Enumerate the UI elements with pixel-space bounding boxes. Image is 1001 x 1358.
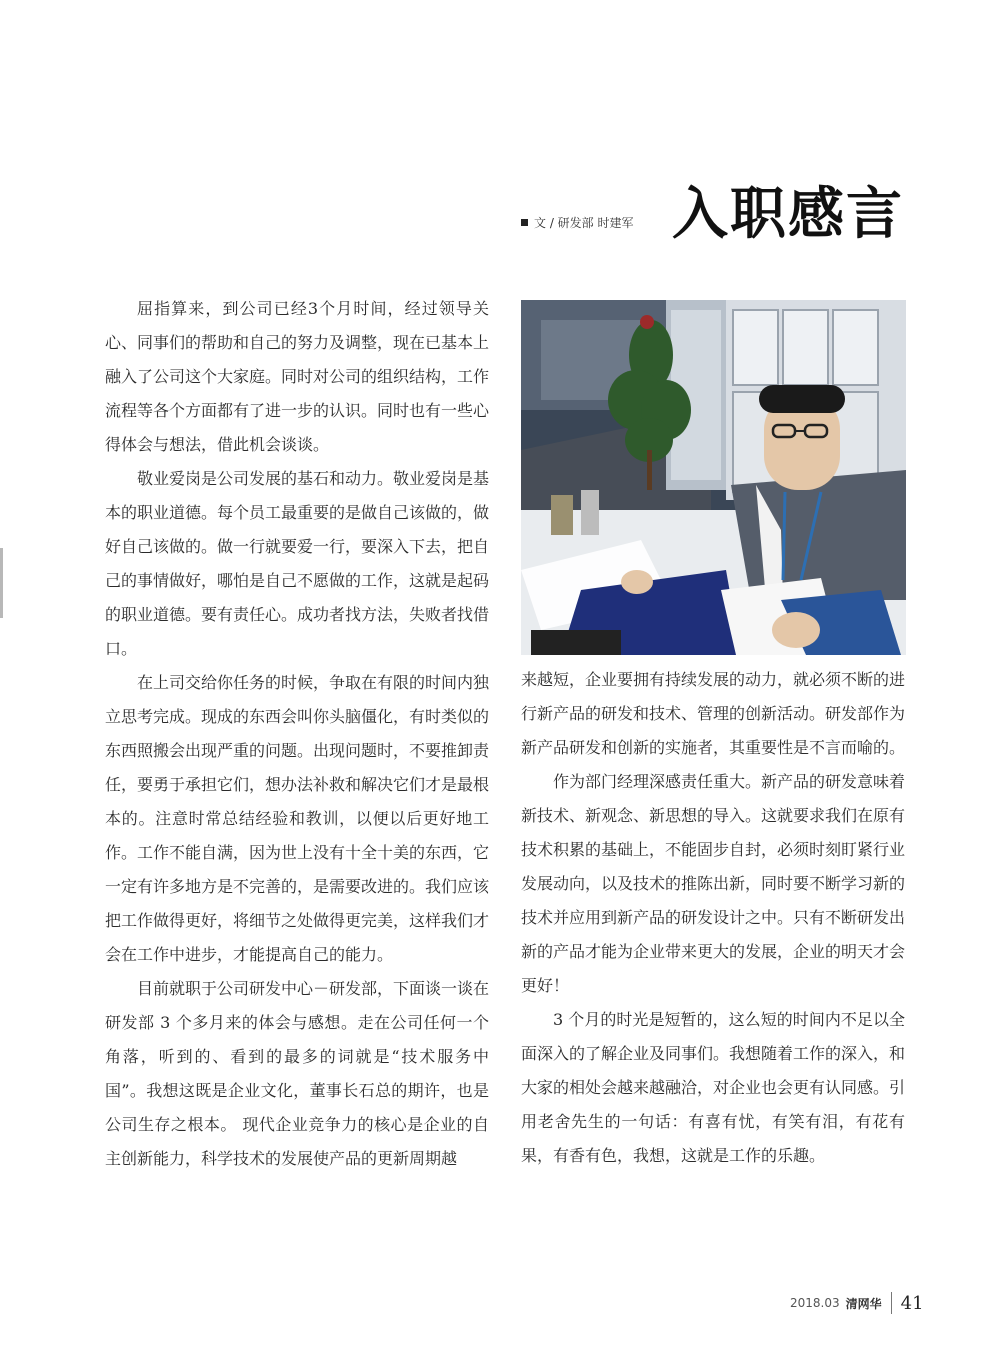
author-photo — [521, 300, 906, 655]
byline-text: 文 / 研发部 时建军 — [534, 216, 634, 230]
page-number: 41 — [900, 1292, 924, 1314]
paragraph-continuation: 来越短，企业要拥有持续发展的动力，就必须不断的进行新产品的研发和技术、管理的创新活动。研发部作为新产品研发和创新的实施者，其重要性是不言而喻的。 — [521, 670, 906, 757]
page-footer — [790, 1292, 924, 1314]
paragraph: 屈指算来，到公司已经3个月时间，经过领导关心、同事们的帮助和自己的努力及调整，现在已基本上融入了公司这个大家庭。同时对公司的组织结构，工作流程等各个方面都有了进一步的认识。同时也有一些心得体会与想法，借此机会谈谈。 — [105, 299, 490, 454]
magazine-name: 清网华 — [845, 1296, 882, 1311]
article-left-column — [105, 292, 489, 1176]
square-bullet-icon — [521, 219, 528, 226]
page-edge-mark — [0, 548, 3, 618]
article-right-column — [521, 663, 905, 1173]
paragraph: 作为部门经理深感责任重大。新产品的研发意味着新技术、新观念、新思想的导入。这就要求我们在原有技术积累的基础上，不能固步自封，必须时刻盯紧行业发展动向，以及技术的推陈出新，同时要不断学习新的技术并应用到新产品的研发设计之中。只有不断研发出新的产品才能为企业带来更大的发展，企业的明天才会更好！ — [521, 772, 906, 995]
footer-divider — [891, 1292, 892, 1314]
paragraph: 目前就职于公司研发中心－研发部，下面谈一谈在研发部 3 个多月来的体会与感想。走在公司任何一个角落，听到的、看到的最多的词就是“技术服务中国”。我想这既是企业文化，董事长石总的期许，也是公司生存之根本。 现代企业竞争力的核心是企业的自主创新能力，科学技术的发展使产品的更新周期越 — [105, 979, 490, 1168]
page-title: 入职感言 — [672, 181, 904, 247]
paragraph: 在上司交给你任务的时候，争取在有限的时间内独立思考完成。现成的东西会叫你头脑僵化，有时类似的东西照搬会出现严重的问题。出现问题时，不要推卸责任，要勇于承担它们，想办法补救和解决它们才是最根本的。注意时常总结经验和教训，以便以后更好地工作。工作不能自满，因为世上没有十全十美的东西，它一定有许多地方是不完善的，是需要改进的。我们应该把工作做得更好，将细节之处做得更完美，这样我们才会在工作中进步，才能提高自己的能力。 — [105, 673, 490, 964]
byline — [521, 214, 634, 231]
paragraph: 敬业爱岗是公司发展的基石和动力。敬业爱岗是基本的职业道德。每个员工最重要的是做自己该做的，做好自己该做的。做一行就要爱一行，要深入下去，把自己的事情做好，哪怕是自己不愿做的工作，这就是起码的职业道德。要有责任心。成功者找方法，失败者找借口。 — [105, 469, 490, 658]
paragraph: 3 个月的时光是短暂的，这么短的时间内不足以全面深入的了解企业及同事们。我想随着工作的深入，和大家的相处会越来越融洽，对企业也会更有认同感。引用老舍先生的一句话：有喜有忧，有笑有泪，有花有果，有香有色，我想，这就是工作的乐趣。 — [521, 1010, 906, 1165]
issue-date: 2018.03 — [790, 1296, 840, 1310]
